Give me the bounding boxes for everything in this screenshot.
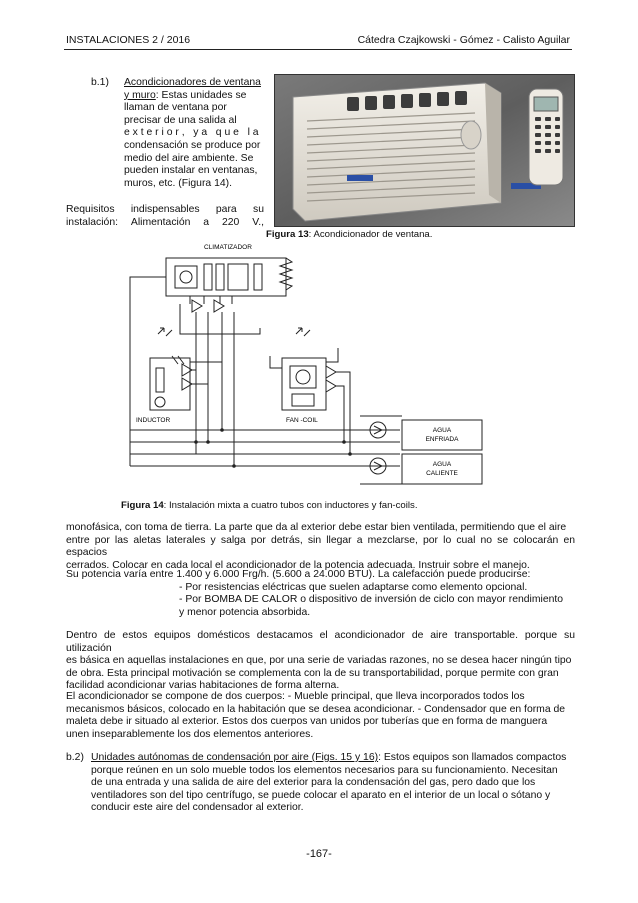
requisitos-word: para xyxy=(215,204,237,215)
paragraph-line: y menor potencia absorbida. xyxy=(179,606,311,618)
paragraph-line: maleta debe ir situado al exterior. Estos dos cuerpos van unidos por tuberías que en forma de manguera xyxy=(66,716,548,728)
figure-13-label: Figura 13 xyxy=(266,229,309,240)
figure-13-text: : Acondicionador de ventana. xyxy=(308,229,433,240)
requisitos-word: su xyxy=(253,204,264,215)
section-b2-text xyxy=(91,752,575,815)
section-b1-text-line1: : Estas unidades se xyxy=(155,89,247,101)
section-b1-line: medio del aire ambiente. Se xyxy=(124,152,254,164)
climatizador-label: CLIMATIZADOR xyxy=(204,244,252,251)
section-b1-line: precisar de una salida al xyxy=(124,114,237,126)
section-b1-line: e x t e r i o r , y a q u e l a xyxy=(124,127,259,139)
inductor-label: INDUCTOR xyxy=(136,417,171,424)
section-b2-title: Unidades autónomas de condensación por aire (Figs. 15 y 16) xyxy=(91,752,379,763)
paragraph-line: facilidad acondicionar varias habitaciones de forma alterna. xyxy=(66,680,340,692)
requisitos-block xyxy=(66,204,264,229)
figure-14-caption xyxy=(121,500,417,511)
section-b1-number: b.1) xyxy=(91,77,109,88)
section-b2-line: de una entrada y una salida de aire del exterior para la condensación del gas, pero dado que los xyxy=(91,777,536,789)
requisitos-word: indispensables xyxy=(130,204,200,215)
paragraph-line: unen inseparablemente los dos elementos anteriores. xyxy=(66,728,314,740)
section-b2-line: conducir este aire del condensador al exterior. xyxy=(91,802,304,814)
paragraph-line: mecanismos básicos, colocado en la habitación que se desea acondicionar. - Condensador que en forma de xyxy=(66,703,566,715)
requisitos-word: instalación: xyxy=(66,216,118,228)
figure-14-text: : Instalación mixta a cuatro tubos con inductores y fan-coils. xyxy=(163,500,418,511)
section-b1-text xyxy=(124,77,264,190)
requisitos-word: Alimentación xyxy=(130,216,191,228)
section-b1-line: condensación se produce por xyxy=(124,139,261,151)
requisitos-word: Requisitos xyxy=(66,204,115,215)
paragraph-line: de obra. Esta principal motivación se complementa con la de su transportabilidad, porque permite con gran xyxy=(66,667,559,679)
paragraph-3 xyxy=(66,630,575,693)
paragraph-line: entre por las aletas laterales y salga por detrás, sin llegar a mezclarse, por lo cual no se colocarán en espacios xyxy=(66,534,575,559)
paragraph-line: Dentro de estos equipos domésticos destacamos el acondicionador de aire transportable. porque su utilización xyxy=(66,630,575,654)
paragraph-line: cerrados. Colocar en cada local el acondicionador de la potencia adecuada. Instruir sobre el manejo. xyxy=(66,559,530,571)
chilled-water-label: ENFRIADA xyxy=(425,436,459,443)
hot-water-label: AGUA xyxy=(432,461,452,468)
header-rule xyxy=(64,49,572,50)
paragraph-1 xyxy=(66,522,575,572)
paragraph-line: El acondicionador se compone de dos cuerpos: - Mueble principal, que lleva incorporados todos los xyxy=(66,691,525,702)
paragraph-line: es básica en aquellas instalaciones en que, por una serie de variadas razones, no se desea hacer ningún tipo xyxy=(66,655,572,667)
section-b2-line: porque reúnen en un solo mueble todos los elementos necesarios para su funcionamiento. Necesitan xyxy=(91,764,558,776)
header-authors: Cátedra Czajkowski - Gómez - Calisto Aguilar xyxy=(357,34,570,46)
section-b2-title-rest: : Estos equipos son llamados compactos xyxy=(378,752,567,763)
section-b1-line: muros, etc. (Figura 14). xyxy=(124,177,232,189)
section-b1-title-line2: y muro xyxy=(124,89,156,101)
hot-water-label: CALIENTE xyxy=(426,470,458,477)
requisitos-word: V., xyxy=(252,216,264,228)
paragraph-line: - Por BOMBA DE CALOR o dispositivo de inversión de ciclo con mayor rendimiento xyxy=(179,594,564,606)
requisitos-word: a xyxy=(203,216,210,228)
figure-14-label: Figura 14 xyxy=(121,500,164,511)
section-b2-number: b.2) xyxy=(66,752,84,763)
installation-diagram xyxy=(120,238,500,492)
requisitos-word: 220 xyxy=(221,216,240,228)
paragraph-line: - Por resistencias eléctricas que suelen adaptarse como elemento opcional. xyxy=(179,581,528,593)
paragraph-line: monofásica, con toma de tierra. La parte que da al exterior debe estar bien ventilada, permitiendo que el aire xyxy=(66,522,567,533)
section-b1-line: pueden instalar en ventanas, xyxy=(124,165,258,177)
header-course-title: INSTALACIONES 2 / 2016 xyxy=(66,34,191,46)
section-b2-line: ventiladores son del tipo centrífugo, se puede colocar el aparato en el interior de un local o sótano y xyxy=(91,789,551,801)
paragraph-2 xyxy=(66,569,575,619)
paragraph-4 xyxy=(66,691,575,741)
fancoil-label: FAN -COIL xyxy=(286,417,318,424)
section-b1-title-line1: Acondicionadores de ventana xyxy=(124,77,261,88)
section-b1-line: llaman de ventana por xyxy=(124,102,227,114)
page-number: -167- xyxy=(306,848,332,860)
window-air-conditioner-photo xyxy=(274,74,575,227)
paragraph-line: Su potencia varía entre 1.400 y 6.000 Frg/h. (5.600 a 24.000 BTU). La calefacción puede producirse: xyxy=(66,569,531,580)
chilled-water-label: AGUA xyxy=(432,427,452,434)
